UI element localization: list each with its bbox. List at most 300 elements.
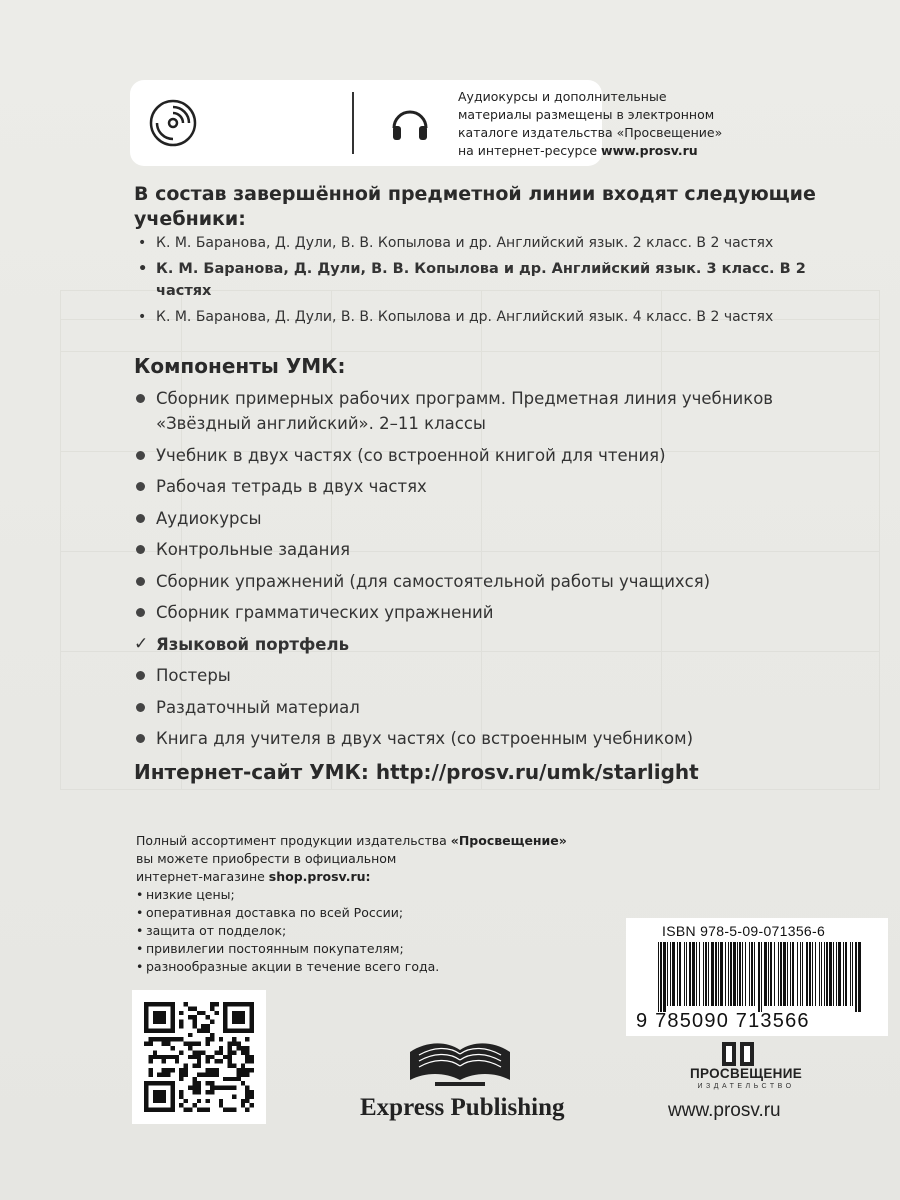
qr-module — [219, 1099, 223, 1103]
qr-module — [179, 1068, 183, 1072]
list-item: Сборник грамматических упражнений — [134, 600, 854, 625]
qr-module — [210, 1020, 214, 1024]
qr-module — [157, 1002, 161, 1006]
qr-module — [170, 1068, 174, 1072]
shop-url-link[interactable]: shop.prosv.ru — [268, 869, 366, 884]
qr-module — [184, 1002, 188, 1006]
qr-module — [153, 1090, 157, 1094]
qr-module — [241, 1072, 245, 1076]
qr-module — [223, 1086, 227, 1090]
qr-module — [162, 1015, 166, 1019]
qr-code-pattern — [144, 1002, 254, 1112]
audio-banner-text — [458, 88, 728, 160]
barcode-bar — [843, 942, 844, 1006]
barcode-bar — [703, 942, 704, 1006]
umk-heading: Компоненты УМК: — [134, 354, 346, 378]
qr-module — [250, 1068, 254, 1072]
open-book-logo-icon — [405, 1030, 515, 1090]
qr-module — [184, 1068, 188, 1072]
qr-module — [245, 1094, 249, 1098]
list-item: • защита от подделок; — [136, 922, 616, 940]
qr-module — [250, 1024, 254, 1028]
barcode-bar — [677, 942, 678, 1006]
banner-line: материалы размещены в электронном — [458, 107, 715, 122]
qr-module — [206, 1081, 210, 1085]
barcode-bar — [696, 942, 697, 1006]
barcode-bar — [809, 942, 811, 1006]
qr-module — [144, 1020, 148, 1024]
qr-module — [245, 1059, 249, 1063]
qr-module — [144, 1011, 148, 1015]
qr-module — [162, 1042, 166, 1046]
qr-module — [232, 1028, 236, 1032]
barcode-bar — [718, 942, 719, 1006]
barcode-bar — [780, 942, 782, 1006]
qr-module — [206, 1059, 210, 1063]
qr-module — [219, 1103, 223, 1107]
barcode-bar — [699, 942, 700, 1006]
qr-module — [241, 1002, 245, 1006]
qr-module — [197, 1090, 201, 1094]
qr-module — [192, 1050, 196, 1054]
qr-module — [228, 1028, 232, 1032]
qr-module — [197, 1108, 201, 1112]
qr-module — [153, 1011, 157, 1015]
qr-module — [245, 1090, 249, 1094]
qr-module — [197, 1028, 201, 1032]
qr-module — [170, 1099, 174, 1103]
qr-module — [144, 1099, 148, 1103]
barcode-bar — [745, 942, 746, 1006]
qr-module — [175, 1037, 179, 1041]
qr-module — [157, 1099, 161, 1103]
qr-module — [192, 1103, 196, 1107]
barcode-bar — [692, 942, 695, 1006]
qr-module — [210, 1086, 214, 1090]
qr-module — [192, 1020, 196, 1024]
qr-module — [166, 1068, 170, 1072]
qr-module — [214, 1059, 218, 1063]
qr-module — [162, 1059, 166, 1063]
qr-module — [236, 1072, 240, 1076]
list-item: Сборник примерных рабочих программ. Предметная линия учебников «Звёздный английский». 2–11 классы — [134, 386, 854, 436]
shop-colon: : — [365, 869, 371, 884]
qr-module — [188, 1033, 192, 1037]
qr-module — [144, 1028, 148, 1032]
banner-line: Аудиокурсы и дополнительные — [458, 89, 667, 104]
barcode-bar — [783, 942, 786, 1006]
qr-module — [206, 1028, 210, 1032]
qr-module — [219, 1037, 223, 1041]
qr-module — [153, 1094, 157, 1098]
qr-module — [241, 1015, 245, 1019]
qr-module — [166, 1042, 170, 1046]
qr-module — [148, 1055, 152, 1059]
qr-module — [232, 1108, 236, 1112]
barcode-bar — [815, 942, 816, 1006]
qr-module — [232, 1064, 236, 1068]
qr-module — [162, 1011, 166, 1015]
qr-module — [214, 1072, 218, 1076]
qr-module — [148, 1081, 152, 1085]
qr-module — [157, 1037, 161, 1041]
qr-module — [170, 1006, 174, 1010]
qr-module — [206, 1068, 210, 1072]
barcode-bar — [728, 942, 729, 1006]
qr-module — [162, 1002, 166, 1006]
qr-module — [210, 1002, 214, 1006]
barcode-bar — [787, 942, 788, 1006]
qr-module — [188, 1042, 192, 1046]
barcode-bar — [792, 942, 794, 1006]
prosv-url-link[interactable]: www.prosv.ru — [601, 143, 698, 158]
qr-module — [206, 1072, 210, 1076]
qr-module — [197, 1064, 201, 1068]
isbn-digits: 9 785090 713566 — [636, 1010, 810, 1032]
qr-module — [201, 1024, 205, 1028]
qr-module — [175, 1059, 179, 1063]
audio-banner — [130, 80, 723, 166]
isbn-barcode — [626, 918, 888, 1036]
qr-module — [245, 1072, 249, 1076]
qr-module — [166, 1028, 170, 1032]
qr-module — [148, 1108, 152, 1112]
barcode-bar — [667, 942, 668, 1006]
qr-module — [197, 1099, 201, 1103]
qr-module — [219, 1086, 223, 1090]
qr-module — [228, 1059, 232, 1063]
qr-module — [245, 1037, 249, 1041]
qr-module — [192, 1042, 196, 1046]
qr-module — [232, 1002, 236, 1006]
qr-module — [170, 1103, 174, 1107]
qr-module — [162, 1028, 166, 1032]
qr-code[interactable] — [132, 990, 266, 1124]
qr-module — [144, 1042, 148, 1046]
qr-module — [241, 1028, 245, 1032]
qr-module — [214, 1050, 218, 1054]
qr-module — [210, 1006, 214, 1010]
qr-module — [144, 1081, 148, 1085]
barcode-bar — [670, 942, 671, 1006]
qr-module — [170, 1086, 174, 1090]
qr-module — [166, 1037, 170, 1041]
qr-module — [170, 1015, 174, 1019]
qr-module — [232, 1015, 236, 1019]
qr-module — [170, 1046, 174, 1050]
umk-site-link[interactable]: Интернет-сайт УМК: http://prosv.ru/umk/starlight — [134, 760, 699, 784]
qr-module — [157, 1015, 161, 1019]
banner-line-prefix: на интернет-ресурсе — [458, 143, 602, 158]
qr-module — [245, 1046, 249, 1050]
qr-module — [236, 1002, 240, 1006]
qr-module — [192, 1015, 196, 1019]
qr-module — [210, 1068, 214, 1072]
qr-module — [188, 1086, 192, 1090]
prosv-logo-icon — [720, 1040, 756, 1068]
qr-module — [166, 1072, 170, 1076]
qr-module — [184, 1064, 188, 1068]
qr-module — [153, 1099, 157, 1103]
barcode-bar — [858, 942, 861, 1012]
qr-module — [245, 1068, 249, 1072]
qr-module — [153, 1050, 157, 1054]
qr-module — [223, 1077, 227, 1081]
components-list — [134, 386, 854, 758]
list-item: Рабочая тетрадь в двух частях — [134, 474, 854, 499]
qr-module — [210, 1033, 214, 1037]
qr-module — [236, 1077, 240, 1081]
qr-module — [148, 1042, 152, 1046]
qr-module — [223, 1015, 227, 1019]
barcode-bar — [733, 942, 736, 1006]
barcode-bar — [725, 942, 726, 1006]
qr-module — [219, 1046, 223, 1050]
qr-module — [228, 1042, 232, 1046]
shop-brand: «Просвещение» — [450, 833, 567, 848]
qr-module — [170, 1037, 174, 1041]
qr-module — [232, 1050, 236, 1054]
qr-module — [241, 1068, 245, 1072]
qr-module — [201, 1108, 205, 1112]
qr-module — [179, 1077, 183, 1081]
barcode-bar — [833, 942, 834, 1006]
qr-module — [192, 1090, 196, 1094]
qr-module — [162, 1068, 166, 1072]
qr-module — [206, 1055, 210, 1059]
qr-module — [250, 1015, 254, 1019]
prosv-name: ПРОСВЕЩЕНИЕ — [689, 1066, 803, 1081]
qr-module — [179, 1072, 183, 1076]
qr-module — [245, 1099, 249, 1103]
qr-module — [197, 1081, 201, 1085]
qr-module — [241, 1064, 245, 1068]
qr-module — [192, 1086, 196, 1090]
qr-module — [241, 1099, 245, 1103]
qr-module — [188, 1108, 192, 1112]
barcode-bar — [758, 942, 760, 1012]
qr-module — [148, 1028, 152, 1032]
qr-module — [153, 1108, 157, 1112]
qr-module — [228, 1002, 232, 1006]
qr-module — [179, 1020, 183, 1024]
list-item: Учебник в двух частях (со встроенной книгой для чтения) — [134, 443, 854, 468]
qr-module — [184, 1072, 188, 1076]
qr-module — [166, 1055, 170, 1059]
qr-module — [144, 1015, 148, 1019]
qr-module — [157, 1108, 161, 1112]
qr-module — [162, 1037, 166, 1041]
barcode-bar — [806, 942, 808, 1006]
qr-module — [188, 1055, 192, 1059]
qr-module — [241, 1103, 245, 1107]
list-item: • оперативная доставка по всей России; — [136, 904, 616, 922]
qr-module — [219, 1050, 223, 1054]
barcode-bar — [797, 942, 798, 1006]
barcode-bar — [768, 942, 769, 1006]
qr-module — [153, 1055, 157, 1059]
qr-module — [157, 1011, 161, 1015]
page-heading: В состав завершённой предметной линии входят следующие учебники: — [134, 183, 816, 230]
qr-module — [219, 1059, 223, 1063]
list-item: • разнообразные акции в течение всего года. — [136, 958, 616, 976]
headphones-icon — [388, 102, 432, 146]
qr-module — [250, 1028, 254, 1032]
qr-module — [148, 1072, 152, 1076]
barcode-bar — [660, 942, 662, 1012]
qr-module — [197, 1086, 201, 1090]
barcode-bar — [684, 942, 685, 1006]
qr-module — [162, 1072, 166, 1076]
qr-module — [144, 1090, 148, 1094]
barcode-bar — [790, 942, 791, 1006]
qr-module — [201, 1050, 205, 1054]
qr-module — [188, 1046, 192, 1050]
qr-module — [232, 1042, 236, 1046]
qr-module — [144, 1024, 148, 1028]
qr-module — [192, 1081, 196, 1085]
qr-module — [179, 1094, 183, 1098]
qr-module — [223, 1002, 227, 1006]
qr-module — [192, 1055, 196, 1059]
qr-module — [162, 1081, 166, 1085]
barcode-bar — [852, 942, 853, 1006]
isbn-label: ISBN 978-5-09-071356-6 — [662, 923, 826, 939]
banner-divider — [352, 92, 354, 154]
qr-module — [148, 1002, 152, 1006]
qr-module — [157, 1081, 161, 1085]
disc-icon — [148, 98, 198, 148]
qr-module — [236, 1042, 240, 1046]
qr-module — [179, 1037, 183, 1041]
qr-module — [206, 1099, 210, 1103]
qr-module — [250, 1006, 254, 1010]
qr-module — [148, 1059, 152, 1063]
qr-module — [210, 1072, 214, 1076]
qr-module — [162, 1090, 166, 1094]
qr-module — [144, 1002, 148, 1006]
qr-module — [214, 1086, 218, 1090]
qr-module — [245, 1086, 249, 1090]
prosv-subtitle: ИЗДАТЕЛЬСТВО — [697, 1083, 795, 1090]
qr-module — [197, 1050, 201, 1054]
qr-module — [232, 1077, 236, 1081]
barcode-bar — [826, 942, 828, 1006]
qr-module — [223, 1108, 227, 1112]
barcode-bar — [689, 942, 691, 1006]
qr-module — [157, 1094, 161, 1098]
qr-module — [201, 1072, 205, 1076]
qr-module — [166, 1002, 170, 1006]
qr-module — [184, 1108, 188, 1112]
qr-module — [250, 1011, 254, 1015]
barcode-bar — [819, 942, 820, 1006]
barcode-bar — [778, 942, 779, 1006]
barcode-bar — [663, 942, 666, 1012]
qr-module — [245, 1055, 249, 1059]
barcode-bar — [829, 942, 832, 1006]
qr-module — [241, 1020, 245, 1024]
qr-module — [162, 1099, 166, 1103]
shop-line — [136, 832, 616, 850]
qr-module — [166, 1081, 170, 1085]
banner-line: каталоге издательства «Просвещение» — [458, 125, 723, 140]
qr-module — [184, 1042, 188, 1046]
barcode-bar — [715, 942, 717, 1006]
barcode-bar — [802, 942, 803, 1006]
shop-info — [136, 832, 616, 976]
qr-module — [153, 1037, 157, 1041]
qr-module — [250, 1055, 254, 1059]
qr-module — [184, 1099, 188, 1103]
barcode-bar — [821, 942, 822, 1006]
qr-module — [210, 1090, 214, 1094]
shop-line — [136, 868, 616, 886]
qr-module — [192, 1024, 196, 1028]
barcode-bar — [774, 942, 775, 1006]
barcode-bar — [679, 942, 681, 1006]
qr-module — [162, 1094, 166, 1098]
qr-module — [241, 1081, 245, 1085]
check-icon: ✓ — [134, 633, 149, 654]
qr-module — [250, 1090, 254, 1094]
qr-module — [206, 1015, 210, 1019]
list-item: Контрольные задания — [134, 537, 854, 562]
barcode-bar — [737, 942, 738, 1006]
barcode-bar — [838, 942, 841, 1006]
qr-module — [210, 1037, 214, 1041]
qr-module — [170, 1020, 174, 1024]
prosv-url-link[interactable]: www.prosv.ru — [668, 1100, 781, 1121]
qr-module — [170, 1081, 174, 1085]
banner-line — [458, 142, 728, 160]
barcode-bar — [705, 942, 707, 1006]
qr-module — [214, 1002, 218, 1006]
qr-module — [179, 1050, 183, 1054]
qr-module — [250, 1020, 254, 1024]
qr-module — [206, 1090, 210, 1094]
qr-module — [223, 1024, 227, 1028]
list-item: Аудиокурсы — [134, 506, 854, 531]
qr-module — [197, 1055, 201, 1059]
qr-module — [214, 1011, 218, 1015]
barcode-bar — [845, 942, 847, 1006]
qr-module — [157, 1072, 161, 1076]
qr-module — [250, 1094, 254, 1098]
qr-module — [223, 1020, 227, 1024]
qr-module — [228, 1046, 232, 1050]
qr-module — [245, 1050, 249, 1054]
barcode-bar — [764, 942, 767, 1006]
shop-benefits — [136, 886, 616, 976]
qr-module — [144, 1108, 148, 1112]
qr-module — [170, 1011, 174, 1015]
qr-module — [170, 1090, 174, 1094]
qr-module — [228, 1108, 232, 1112]
qr-module — [236, 1011, 240, 1015]
qr-module — [232, 1011, 236, 1015]
qr-module — [210, 1055, 214, 1059]
barcode-bar — [850, 942, 851, 1006]
barcode-bar — [672, 942, 675, 1006]
qr-module — [232, 1094, 236, 1098]
list-item-label: Языковой портфель — [156, 634, 350, 654]
qr-module — [153, 1081, 157, 1085]
qr-module — [236, 1015, 240, 1019]
list-item: Сборник упражнений (для самостоятельной работы учащихся) — [134, 569, 854, 594]
shop-line: вы можете приобрести в официальном — [136, 851, 397, 866]
qr-module — [241, 1050, 245, 1054]
